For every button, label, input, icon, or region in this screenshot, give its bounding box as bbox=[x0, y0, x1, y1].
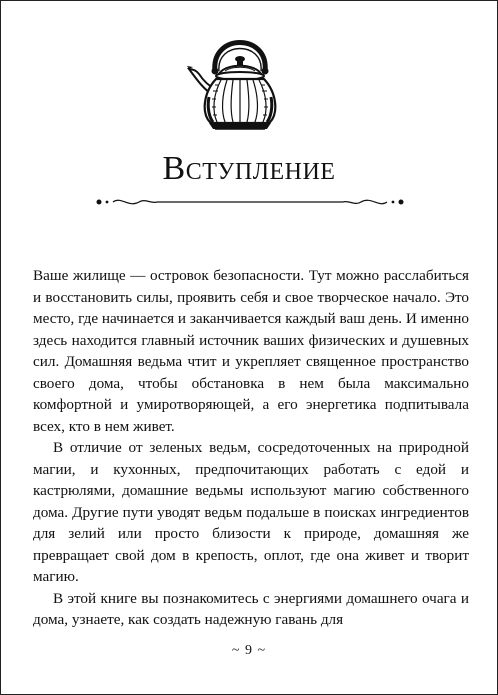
body-text bbox=[33, 265, 469, 631]
paragraph: Ваше жилище — островок безопасности. Тут можно расслабиться и восстановить силы, проявить себя и свое творческое начало. Это место, где начинается и заканчивается каждый ваш день. И именно здесь находится главный источник ваших физических и душевных сил. Домашняя ведьма чтит и укрепляет священное пространство своего дома, чтобы обстановка в нем была максимально комфортной и умиротворяющей, а его энергетика подпитывала всех, кто в нем живет. bbox=[33, 267, 469, 435]
paragraph: В отличие от зеленых ведьм, сосредоточенных на природной магии, и кухонных, предпочитающих работать с едой и кастрюлями, домашние ведьмы используют магию собственного дома. Другие пути уводят ведьм подальше в поисках ингредиентов для зелий или просто близости к природе, домашняя же превращает свой дом в крепость, оплот, где она живет и творит магию. bbox=[33, 439, 469, 585]
kettle-icon bbox=[185, 19, 295, 135]
page-number: ~ 9 ~ bbox=[231, 643, 267, 658]
ornamental-divider-icon bbox=[95, 194, 405, 210]
paragraph: В этой книге вы познакомитесь с энергиями домашнего очага и дома, узнаете, как создать надежную гавань для bbox=[33, 589, 469, 628]
chapter-title: Вступление bbox=[162, 150, 336, 187]
